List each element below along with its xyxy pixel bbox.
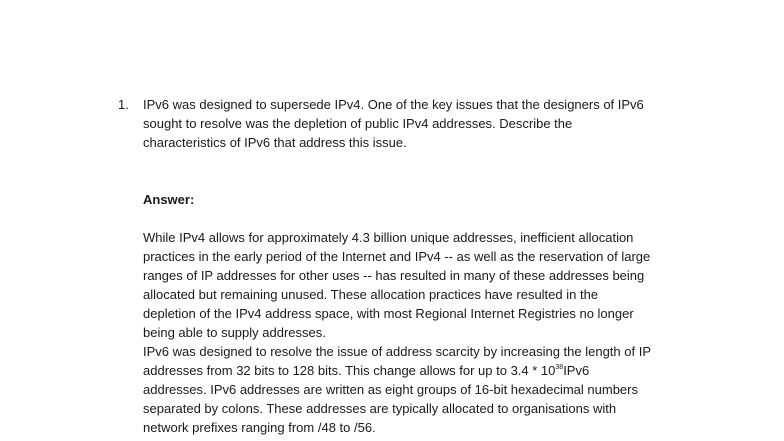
question-number: 1.	[118, 97, 129, 112]
answer-line-with-exponent	[143, 361, 743, 380]
answer-line: allocated but remaining unused. These allocation practices have resulted in the	[143, 287, 599, 302]
question-line: characteristics of IPv6 that address this issue.	[143, 135, 407, 150]
answer-body	[143, 228, 743, 437]
answer-text: IPv6	[563, 363, 590, 378]
answer-heading: Answer:	[143, 192, 195, 207]
answer-line: practices in the early period of the Internet and IPv4 -- as well as the reservation of large	[143, 249, 651, 264]
answer-line: network prefixes ranging from /48 to /56.	[143, 420, 376, 435]
answer-line: IPv6 was designed to resolve the issue of address scarcity by increasing the length of IP	[143, 344, 651, 359]
answer-line: ranges of IP addresses for other uses -- has resulted in many of these addresses being	[143, 268, 645, 283]
answer-line: While IPv4 allows for approximately 4.3 billion unique addresses, inefficient allocation	[143, 230, 634, 245]
question-text	[143, 95, 713, 152]
answer-line: being able to supply addresses.	[143, 325, 326, 340]
answer-text: addresses from 32 bits to 128 bits. This change allows for up to 3.4 * 10	[143, 363, 556, 378]
answer-line: depletion of the IPv4 address space, with most Regional Internet Registries no longer	[143, 306, 634, 321]
question-line: IPv6 was designed to supersede IPv4. One of the key issues that the designers of IPv6	[143, 97, 644, 112]
question-line: sought to resolve was the depletion of public IPv4 addresses. Describe the	[143, 116, 573, 131]
answer-line: addresses. IPv6 addresses are written as eight groups of 16-bit hexadecimal numbers	[143, 382, 638, 397]
answer-line: separated by colons. These addresses are typically allocated to organisations with	[143, 401, 617, 416]
exponent: 38	[555, 364, 564, 371]
